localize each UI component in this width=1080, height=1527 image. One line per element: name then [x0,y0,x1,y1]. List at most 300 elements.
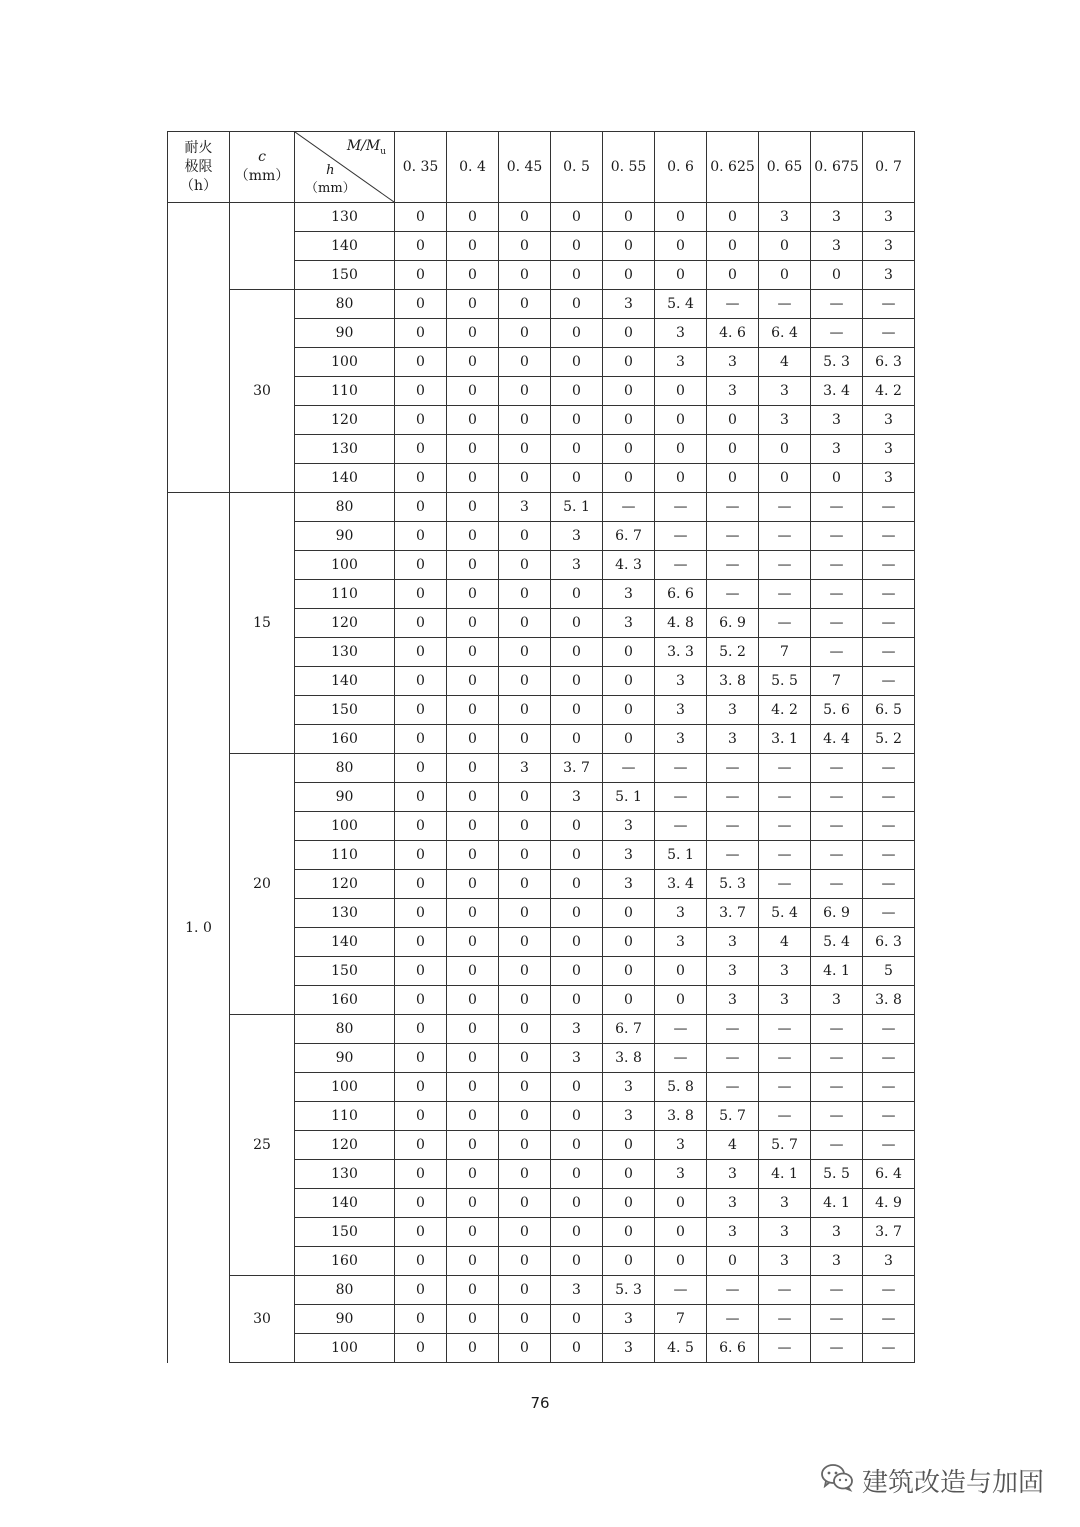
value-cell: — [863,1131,915,1160]
value-cell: 3 [863,261,915,290]
value-cell: 0 [551,1102,603,1131]
value-cell: 0 [499,870,551,899]
value-cell: — [707,1276,759,1305]
value-cell: — [811,812,863,841]
h-cell: 100 [295,551,395,580]
ratio-header: 0. 35 [395,132,447,203]
value-cell: 0 [603,986,655,1015]
value-cell: 5. 3 [811,348,863,377]
value-cell: 0 [395,928,447,957]
value-cell: 0 [603,319,655,348]
value-cell: 0 [759,464,811,493]
value-cell: 0 [551,348,603,377]
value-cell: — [759,783,811,812]
value-cell: — [863,609,915,638]
value-cell: 3 [759,1189,811,1218]
value-cell: — [759,493,811,522]
value-cell: 0 [603,1247,655,1276]
value-cell: 0 [603,261,655,290]
value-cell: — [655,754,707,783]
value-cell: 0 [395,1218,447,1247]
value-cell: 0 [603,1189,655,1218]
value-cell: 0 [447,928,499,957]
value-cell: — [707,551,759,580]
h-cell: 150 [295,957,395,986]
value-cell: — [863,1334,915,1363]
value-cell: 0 [395,493,447,522]
value-cell: — [759,1276,811,1305]
value-cell: — [811,551,863,580]
value-cell: 0 [603,667,655,696]
value-cell: 0 [603,696,655,725]
value-cell: 0 [395,319,447,348]
value-cell: 0 [499,261,551,290]
value-cell: 3. 8 [655,1102,707,1131]
value-cell: 0 [395,1160,447,1189]
value-cell: 0 [395,551,447,580]
value-cell: 0 [395,1044,447,1073]
value-cell: 0 [551,928,603,957]
value-cell: 0 [395,1073,447,1102]
h-cell: 120 [295,406,395,435]
value-cell: — [863,754,915,783]
value-cell: 0 [603,435,655,464]
value-cell: 3 [499,493,551,522]
value-cell: 0 [603,232,655,261]
value-cell: 3 [551,1015,603,1044]
value-cell: 0 [499,1189,551,1218]
value-cell: 0 [603,464,655,493]
value-cell: 0 [395,1131,447,1160]
value-cell: 0 [447,493,499,522]
value-cell: 3. 1 [759,725,811,754]
value-cell: 3. 8 [707,667,759,696]
value-cell: 0 [499,638,551,667]
ratio-header: 0. 55 [603,132,655,203]
value-cell: — [655,551,707,580]
wechat-icon [820,1462,854,1499]
h-cell: 130 [295,203,395,232]
value-cell: 0 [551,696,603,725]
value-cell: 3 [863,232,915,261]
value-cell: — [863,870,915,899]
h-cell: 90 [295,1044,395,1073]
value-cell: 3 [759,1218,811,1247]
value-cell: 4. 2 [759,696,811,725]
value-cell: 4. 5 [655,1334,707,1363]
value-cell: 3 [759,406,811,435]
h-cell: 130 [295,638,395,667]
value-cell: — [707,1044,759,1073]
value-cell: 0 [551,580,603,609]
c-cell: 15 [230,493,295,754]
value-cell: — [603,493,655,522]
value-cell: 5. 1 [551,493,603,522]
value-cell: — [811,783,863,812]
value-cell: — [863,493,915,522]
value-cell: 0 [603,1160,655,1189]
h-cell: 100 [295,348,395,377]
value-cell: 3. 4 [655,870,707,899]
value-cell: — [863,899,915,928]
value-cell: 0 [447,464,499,493]
h-cell: 80 [295,1015,395,1044]
value-cell: — [863,1044,915,1073]
value-cell: 0 [655,1218,707,1247]
value-cell: 0 [499,899,551,928]
table-row [168,1276,915,1305]
value-cell: 3 [759,377,811,406]
value-cell: 0 [603,377,655,406]
value-cell: — [759,1073,811,1102]
value-cell: 5. 2 [707,638,759,667]
h-cell: 150 [295,696,395,725]
value-cell: 0 [603,1218,655,1247]
value-cell: — [759,1044,811,1073]
value-cell: 0 [447,319,499,348]
h-cell: 140 [295,928,395,957]
h-cell: 160 [295,1247,395,1276]
value-cell: 0 [499,1305,551,1334]
value-cell: — [759,609,811,638]
value-cell: — [811,319,863,348]
value-cell: 0 [707,464,759,493]
value-cell: 0 [499,725,551,754]
h-cell: 90 [295,522,395,551]
value-cell: 6. 7 [603,1015,655,1044]
value-cell: — [811,638,863,667]
value-cell: 5. 8 [655,1073,707,1102]
value-cell: — [655,1015,707,1044]
value-cell: 3 [551,1044,603,1073]
c-label: c [258,149,266,165]
value-cell: — [655,812,707,841]
value-cell: 6. 7 [603,522,655,551]
value-cell: 5. 3 [603,1276,655,1305]
h-cell: 90 [295,319,395,348]
value-cell: — [603,754,655,783]
value-cell: 0 [395,754,447,783]
value-cell: 5 [863,957,915,986]
value-cell: 0 [499,928,551,957]
value-cell: 6. 6 [707,1334,759,1363]
h-cell: 80 [295,493,395,522]
value-cell: 0 [499,580,551,609]
value-cell: — [759,812,811,841]
header-row [168,132,915,203]
value-cell: 0 [551,1189,603,1218]
value-cell: 0 [499,1044,551,1073]
value-cell: 0 [603,638,655,667]
value-cell: 0 [447,667,499,696]
value-cell: 0 [499,1218,551,1247]
value-cell: 0 [447,957,499,986]
value-cell: 0 [603,1131,655,1160]
value-cell: 0 [759,435,811,464]
value-cell: — [707,1073,759,1102]
value-cell: 3 [811,1247,863,1276]
value-cell: 0 [447,1015,499,1044]
value-cell: 0 [499,319,551,348]
value-cell: — [707,783,759,812]
value-cell: — [759,754,811,783]
ratio-header: 0. 45 [499,132,551,203]
value-cell: — [707,493,759,522]
h-cell: 140 [295,464,395,493]
value-cell: 0 [447,1160,499,1189]
ratio-header: 0. 4 [447,132,499,203]
value-cell: 4. 3 [603,551,655,580]
value-cell: — [759,1015,811,1044]
value-cell: 3 [863,406,915,435]
c-cell: 20 [230,754,295,1015]
value-cell: — [759,841,811,870]
value-cell: 3. 4 [811,377,863,406]
value-cell: 0 [499,1073,551,1102]
value-cell: 5. 6 [811,696,863,725]
value-cell: 0 [499,1334,551,1363]
value-cell: 3 [655,696,707,725]
page-number: 76 [530,1394,550,1412]
value-cell: 0 [395,841,447,870]
value-cell: 4. 4 [811,725,863,754]
value-cell: 3 [603,1102,655,1131]
value-cell: 0 [551,1305,603,1334]
h-cell: 140 [295,232,395,261]
value-cell: 0 [655,261,707,290]
value-cell: 3 [603,841,655,870]
value-cell: 4 [759,348,811,377]
value-cell: 0 [551,725,603,754]
value-cell: 0 [499,1015,551,1044]
value-cell: 0 [551,870,603,899]
value-cell: 3 [603,290,655,319]
value-cell: 3. 8 [863,986,915,1015]
value-cell: 0 [447,812,499,841]
value-cell: — [811,290,863,319]
h-cell: 80 [295,754,395,783]
value-cell: — [863,1073,915,1102]
value-cell: — [707,841,759,870]
value-cell: — [811,870,863,899]
value-cell: 6. 5 [863,696,915,725]
ratio-header: 0. 5 [551,132,603,203]
diagonal-header [295,132,395,203]
value-cell: 0 [499,1247,551,1276]
value-cell: 6. 4 [759,319,811,348]
value-cell: — [655,783,707,812]
value-cell: 3 [603,580,655,609]
value-cell: 0 [551,812,603,841]
value-cell: 0 [395,1276,447,1305]
value-cell: 0 [499,986,551,1015]
value-cell: — [811,580,863,609]
value-cell: 0 [655,957,707,986]
value-cell: 3 [603,609,655,638]
value-cell: 0 [395,870,447,899]
value-cell: 0 [447,348,499,377]
value-cell: 0 [655,435,707,464]
value-cell: 0 [499,551,551,580]
value-cell: 0 [395,203,447,232]
value-cell: 0 [447,1102,499,1131]
c-unit: （mm） [234,168,290,184]
value-cell: 0 [447,638,499,667]
value-cell: 0 [603,725,655,754]
value-cell: — [707,1305,759,1334]
value-cell: 3 [655,899,707,928]
c-cell: 25 [230,1015,295,1276]
value-cell: — [811,1073,863,1102]
c-cell [230,203,295,290]
value-cell: 0 [551,232,603,261]
value-cell: 6. 4 [863,1160,915,1189]
value-cell: 0 [447,1276,499,1305]
value-cell: 4. 2 [863,377,915,406]
value-cell: 0 [811,464,863,493]
value-cell: 5. 1 [655,841,707,870]
value-cell: 3 [759,986,811,1015]
value-cell: 3 [603,812,655,841]
value-cell: 3 [863,464,915,493]
value-cell: 5. 7 [707,1102,759,1131]
value-cell: 3. 7 [863,1218,915,1247]
value-cell: 3 [863,435,915,464]
value-cell: — [811,1015,863,1044]
value-cell: 0 [551,1160,603,1189]
value-cell: 0 [395,986,447,1015]
value-cell: 0 [551,986,603,1015]
value-cell: 7 [811,667,863,696]
value-cell: 0 [395,725,447,754]
ratio-header: 0. 7 [863,132,915,203]
value-cell: 0 [447,870,499,899]
value-cell: — [811,522,863,551]
value-cell: 4 [759,928,811,957]
value-cell: 0 [447,1247,499,1276]
value-cell: — [759,580,811,609]
value-cell: 0 [551,667,603,696]
value-cell: 5. 3 [707,870,759,899]
fire-limit-header [168,132,230,203]
value-cell: — [655,1276,707,1305]
value-cell: 3 [707,1160,759,1189]
value-cell: 0 [551,406,603,435]
value-cell: 0 [655,406,707,435]
value-cell: 3 [707,696,759,725]
value-cell: — [863,522,915,551]
value-cell: 0 [395,1015,447,1044]
value-cell: 0 [447,203,499,232]
c-header [230,132,295,203]
value-cell: 0 [603,928,655,957]
value-cell: 0 [499,464,551,493]
value-cell: 0 [655,1189,707,1218]
value-cell: — [811,1102,863,1131]
h-cell: 120 [295,609,395,638]
value-cell: 3 [811,406,863,435]
value-cell: 3 [707,725,759,754]
value-cell: 0 [499,290,551,319]
value-cell: 0 [447,1044,499,1073]
value-cell: — [863,1305,915,1334]
value-cell: 0 [395,1305,447,1334]
value-cell: 3 [603,1305,655,1334]
value-cell: 0 [395,377,447,406]
value-cell: 3 [655,1131,707,1160]
h-cell: 120 [295,870,395,899]
value-cell: 0 [499,348,551,377]
value-cell: 0 [551,203,603,232]
value-cell: 5. 5 [759,667,811,696]
value-cell: 3 [655,667,707,696]
value-cell: 0 [551,464,603,493]
value-cell: 3 [551,1276,603,1305]
value-cell: 0 [447,609,499,638]
value-cell: 0 [707,232,759,261]
value-cell: 0 [499,435,551,464]
value-cell: — [655,522,707,551]
value-cell: 7 [655,1305,707,1334]
fire-limit-line: 耐火 [184,139,213,156]
value-cell: — [811,754,863,783]
h-cell: 150 [295,1218,395,1247]
value-cell: — [811,609,863,638]
h-cell: 100 [295,1334,395,1363]
value-cell: 3 [551,551,603,580]
value-cell: 5. 7 [759,1131,811,1160]
value-cell: — [655,493,707,522]
value-cell: 7 [759,638,811,667]
value-cell: 0 [447,725,499,754]
value-cell: 5. 4 [759,899,811,928]
h-cell: 110 [295,1102,395,1131]
value-cell: 0 [499,232,551,261]
value-cell: 0 [395,261,447,290]
value-cell: 3 [655,348,707,377]
value-cell: 0 [603,406,655,435]
value-cell: 5. 2 [863,725,915,754]
value-cell: 0 [395,406,447,435]
value-cell: — [811,493,863,522]
h-cell: 80 [295,1276,395,1305]
table-row [168,1015,915,1044]
value-cell: 0 [395,1102,447,1131]
value-cell: 0 [395,290,447,319]
h-cell: 140 [295,667,395,696]
value-cell: 4. 9 [863,1189,915,1218]
value-cell: 0 [551,1131,603,1160]
fire-limit-cell: 1. 0 [168,493,230,1363]
h-label: h （mm） [305,163,356,196]
h-cell: 90 [295,783,395,812]
value-cell: 3 [707,957,759,986]
value-cell: 5. 1 [603,783,655,812]
value-cell: 0 [499,406,551,435]
value-cell: — [759,1305,811,1334]
value-cell: 0 [447,754,499,783]
value-cell: 0 [499,1276,551,1305]
c-cell: 30 [230,1276,295,1363]
value-cell: 0 [603,203,655,232]
value-cell: 0 [447,232,499,261]
value-cell: 0 [447,406,499,435]
value-cell: — [863,580,915,609]
value-cell: — [707,812,759,841]
value-cell: 0 [551,638,603,667]
value-cell: 0 [811,261,863,290]
value-cell: 0 [707,435,759,464]
